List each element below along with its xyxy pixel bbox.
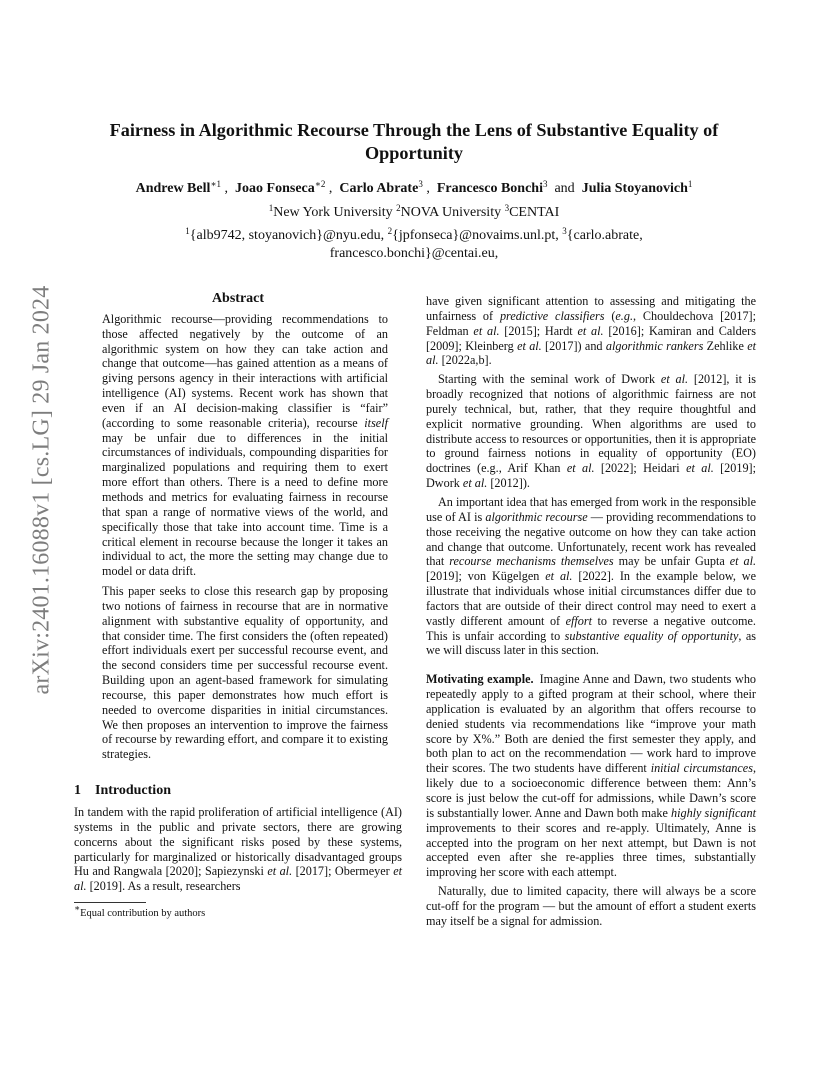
motivating-example-paragraph: Motivating example. Imagine Anne and Dawn, two students who repeatedly apply to a gifted program at their school, where their application is evaluated by an algorithm that offers recourse to denied students via recommendations like “improve your math score by X%.” Both are denied the first semester they apply, and both plan to act on the recommendation — work hard to improve their scores. The two students have different initial circumstances, likely due to a socioeconomic difference between them: Ann’s score is just below the cut-off for admissions, while Dawn’s score is substantially lower. Anne and Dawn both make highly significant improvements to their scores and re-apply. Ultimately, Anne is accepted into the program on her next attempt, but Dawn is not accepted even after she re-applies three times, substantially improving her score with each attempt. (426, 672, 757, 880)
author-name: Joao Fonseca (235, 181, 315, 196)
email-mark: 3 (562, 226, 567, 236)
email: {alb9742, stoyanovich}@nyu.edu, (189, 228, 388, 243)
body-paragraph: have given significant attention to assessing and mitigating the unfairness of predictive classifiers (e.g., Chouldechova [2017]; Feldman et al. [2015]; Hardt et al. [2016]; Kamiran and Calders [2009]; Kleinberg et al. [2017]) and algorithmic rankers Zehlike et al. [2022a,b]. (426, 294, 757, 368)
abstract-heading: Abstract (211, 291, 265, 306)
affiliation: CENTAI (509, 205, 560, 220)
abstract-paragraph: Algorithmic recourse—providing recommendations to those affected negatively by the outcome of an algorithmic system on how they can take action and change that outcome—has gained attention as a means of giving persons agency in their interactions with artificial intelligence (AI) systems. Recent work has shown that even if an AI decision-making classifier is “fair” (according to some reasonable criteria), recourse itself may be unfair due to differences in the initial circumstances of individuals, compounding disparities for marginalized populations and requiring them to exert more effort than others. There is a need to define more methods and metrics for evaluating fairness in recourse that span a range of normative views of the world, and specifically those that take into account time. Time is a critical element in recourse because the longer it takes an individual to act, the more the setting may change due to model or data drift. (102, 311, 388, 579)
author-list: Andrew Bell$^{∗1}$ , Joao Fonseca$^{∗2}$ , Carlo Abrate$^3$ , Francesco Bonchi$^3$ and Julia Stoyanovich$^1$ (135, 179, 693, 196)
run-in-heading: Motivating example. (426, 672, 534, 687)
author-mark: 1 (687, 179, 693, 189)
affiliation-mark: 1 (268, 203, 274, 213)
author-name: Andrew Bell (135, 181, 211, 196)
affiliation: NOVA University (400, 205, 502, 220)
section-heading (74, 784, 402, 799)
author-conjunction: and (554, 181, 575, 196)
footnote-rule (74, 902, 146, 903)
author-mark: 3 (542, 179, 548, 189)
abstract-body (102, 312, 388, 762)
body-paragraph: In tandem with the rapid proliferation of artificial intelligence (AI) systems in the public and private sectors, there are growing concerns about the significant risks posed by these systems, particularly for marginalized or historically disadvantaged groups Hu and Rangwala [2020]; Sapiezynski et al. [2017]; Obermeyer et al. [2019]. As a result, researchers (74, 805, 403, 894)
footnote-text: Equal contribution by authors (80, 908, 206, 920)
footnote-mark: ∗ (74, 903, 81, 914)
author-emails (120, 227, 708, 263)
author-name: Julia Stoyanovich (581, 181, 688, 196)
arxiv-id: arXiv:2401.16088v1 [cs.LG] 29 Jan 2024 (28, 285, 55, 695)
abstract-paragraph: This paper seeks to close this research gap by proposing two notions of fairness in recourse that are in normative alignment with substantive equality of opportunity, and that consider time. The first considers the (often repeated) effort individuals exert per successful recourse event, and the second considers time per successful recourse event. Building upon an agent-based framework for simulating recourse, this paper demonstrates how much effort is needed to overcome disparities in initial circumstances. We then proposes an intervention to improve the fairness of recourse by rewarding effort, and compare it to existing strategies. (102, 584, 388, 762)
paper-title: Fairness in Algorithmic Recourse Through the Lens of Substantive Equality of Opportunity (109, 120, 719, 163)
body-paragraph: Starting with the seminal work of Dwork et al. [2012], it is broadly recognized that notions of algorithmic fairness are not purely technical, but, rather, that they require thoughtful and explicit normative grounding. When algorithms are used to distribute access to resources or opportunities, then it is appropriate to ground fairness notions in equality of opportunity (EO) doctrines (e.g., Arif Khan et al. [2022]; Heidari et al. [2019]; Dwork et al. [2012]). (426, 372, 756, 491)
author-name: Carlo Abrate (339, 181, 419, 196)
affiliation-mark: 3 (504, 203, 510, 213)
author-mark: ∗1 (210, 179, 222, 189)
body-paragraph: An important idea that has emerged from work in the responsible use of AI is algorithmic recourse — providing recommendations to those receiving the negative outcome on how they can take action and change that outcome. Unfortunately, recent work has revealed that recourse mechanisms themselves may be unfair Gupta et al. [2019]; von Kügelgen et al. [2022]. In the example below, we illustrate that individuals whose initial circumstances differ due to factors that are outside of their direct control may need to exert a vastly different amount of effort to reverse a negative outcome. This is unfair according to substantive equality of opportunity, as we will discuss later in this section. (426, 494, 757, 658)
email: {carlo.abrate, (566, 228, 643, 243)
author-name: Francesco Bonchi (436, 181, 543, 196)
footnote (74, 903, 402, 922)
affiliations (60, 204, 768, 222)
right-column (426, 294, 756, 929)
left-column (74, 292, 402, 922)
email: francesco.bonchi}@centai.eu, (329, 246, 499, 261)
body-paragraph: Naturally, due to limited capacity, there will always be a score cut-off for the program — but the amount of effort a student exerts may itself be a signal for admission. (426, 884, 756, 928)
author-mark: 3 (418, 179, 423, 189)
email-mark: 2 (387, 226, 393, 236)
section-title: Introduction (95, 783, 171, 799)
email: {jpfonseca}@novaims.unl.pt, (392, 228, 563, 243)
arxiv-sidebar-stamp (22, 285, 62, 695)
affiliation: New York University (273, 205, 393, 220)
author-mark: ∗2 (314, 179, 326, 189)
email-mark: 1 (185, 226, 190, 236)
section-number: 1 (74, 783, 81, 799)
affiliation-mark: 2 (396, 203, 401, 213)
